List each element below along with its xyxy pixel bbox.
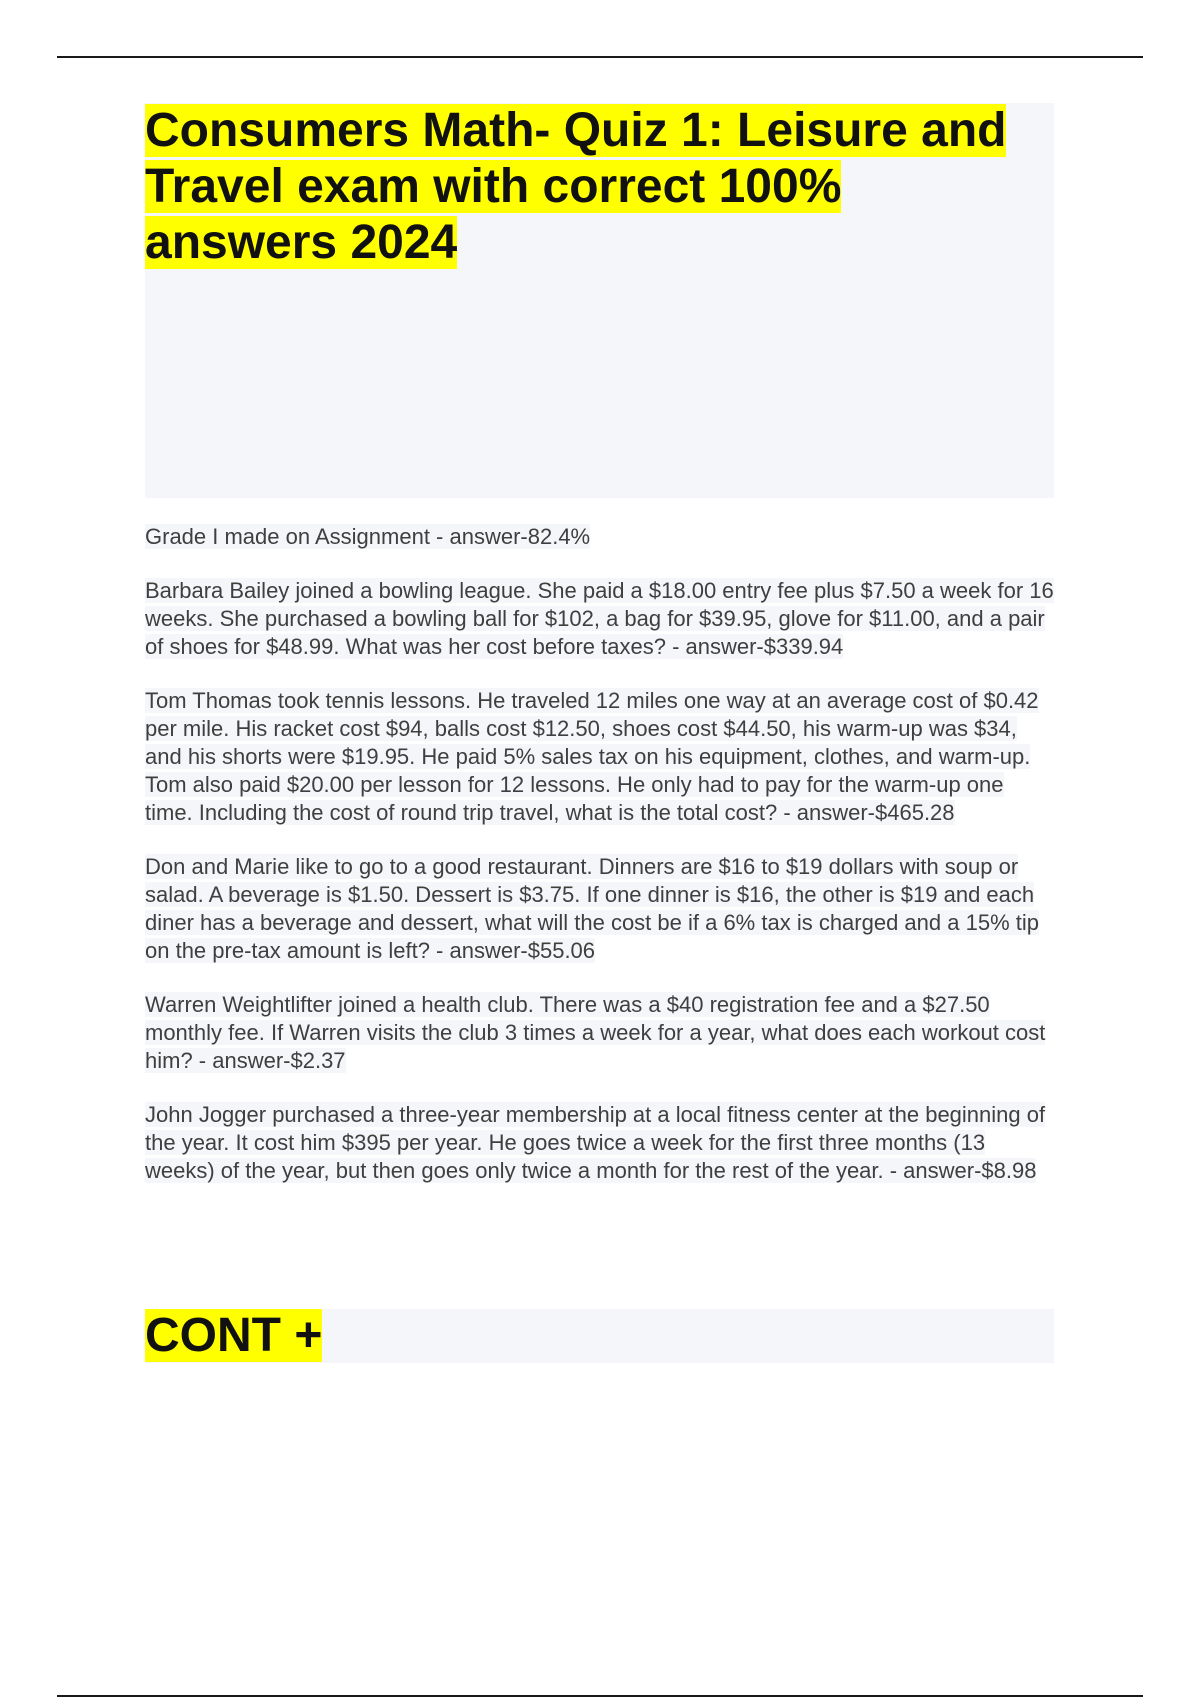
qa-list	[145, 523, 1054, 1211]
qa-item: Grade I made on Assignment - answer-82.4%	[145, 524, 591, 549]
qa-item: Barbara Bailey joined a bowling league. She paid a $18.00 entry fee plus $7.50 a week for 16 weeks. She purchased a bowling ball for $102, a bag for $39.95, glove for $11.00, and a pair of shoes for $48.99. What was her cost before taxes? - answer-$339.94	[145, 578, 1054, 659]
continue-label: CONT +	[145, 1309, 323, 1362]
qa-item: Don and Marie like to go to a good restaurant. Dinners are $16 to $19 dollars with soup or salad. A beverage is $1.50. Dessert is $3.75. If one dinner is $16, the other is $19 and each diner has a beverage and dessert, what will the cost be if a 6% tax is charged and a 15% tip on the pre-tax amount is left? - answer-$55.06	[145, 854, 1039, 963]
document-title	[145, 103, 1025, 271]
top-rule	[57, 56, 1143, 58]
qa-item: Warren Weightlifter joined a health club. There was a $40 registration fee and a $27.50 monthly fee. If Warren visits the club 3 times a week for a year, what does each workout cost him? - answer-$2.37	[145, 992, 1046, 1073]
qa-item: John Jogger purchased a three-year membership at a local fitness center at the beginning of the year. It cost him $395 per year. He goes twice a week for the first three months (13 weeks) of the year, but then goes only twice a month for the rest of the year. - answer-$8.98	[145, 1102, 1046, 1183]
continue-block	[145, 1309, 1054, 1363]
qa-item: Tom Thomas took tennis lessons. He traveled 12 miles one way at an average cost of $0.42 per mile. His racket cost $94, balls cost $12.50, shoes cost $44.50, his warm-up was $34, and his shorts were $19.95. He paid 5% sales tax on his equipment, clothes, and warm-up. Tom also paid $20.00 per lesson for 12 lessons. He only had to pay for the warm-up one time. Including the cost of round trip travel, what is the total cost? - answer-$465.28	[145, 688, 1039, 825]
title-highlight: Consumers Math- Quiz 1: Leisure and Travel exam with correct 100% answers 2024	[145, 104, 1007, 269]
bottom-rule	[57, 1695, 1143, 1697]
title-block	[145, 103, 1054, 498]
